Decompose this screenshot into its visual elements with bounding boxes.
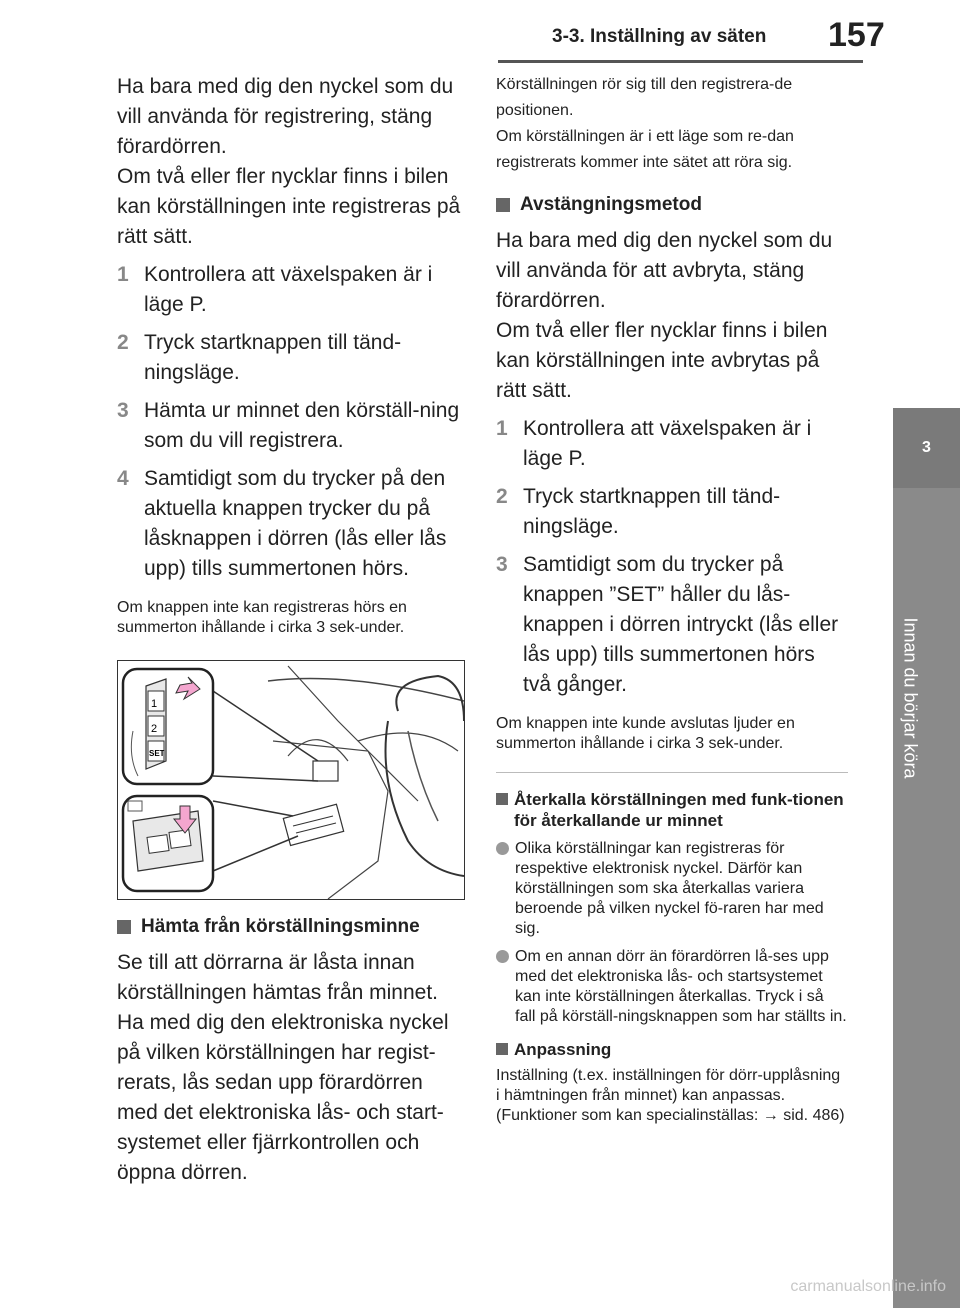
step-text: Tryck startknappen till tänd-ningsläge.	[523, 485, 781, 538]
section-title: 3-3. Inställning av säten	[552, 26, 767, 47]
round-bullet-icon	[496, 842, 509, 855]
step-text: Samtidigt som du trycker på den aktuella knappen trycker du på låsknappen i dörren (lås eller lås upp) tills summertonen hörs.	[144, 467, 447, 580]
memory-button-2-label: 2	[151, 723, 158, 735]
intro-paragraph: Om två eller fler nycklar finns i bilen kan körställningen inte registreras på rätt sätt.	[117, 165, 461, 248]
intro-paragraph: Körställningen rör sig till den registrera-de positionen.	[496, 76, 793, 119]
chapter-tab[interactable]: 3	[893, 408, 960, 488]
step-text: Hämta ur minnet den körställ-ning som du vill registrera.	[144, 399, 460, 452]
step-item	[117, 328, 463, 388]
step-number: 1	[496, 417, 508, 440]
intro-paragraph: Om körställningen är i ett läge som re-dan registrerats kommer inte sätet att röra sig.	[496, 128, 794, 171]
step-number: 1	[117, 263, 129, 286]
step-number: 2	[117, 331, 129, 354]
step-number: 2	[496, 485, 508, 508]
note-text: Om knappen inte kunde avslutas ljuder en summerton ihållande i cirka 3 sek-under.	[496, 715, 795, 752]
set-button-label: SET	[149, 749, 165, 758]
body-paragraph: Ha bara med dig den nyckel som du vill använda för att avbryta, stäng förardörren.	[496, 229, 833, 312]
step-number: 3	[496, 553, 508, 576]
step-item	[496, 414, 848, 474]
note-text: Om knappen inte kan registreras hörs en summerton ihållande i cirka 3 sek-under.	[117, 599, 407, 636]
square-bullet-icon	[496, 793, 508, 805]
memory-button-illustration	[117, 660, 465, 900]
body-paragraph: Om två eller fler nycklar finns i bilen kan körställningen inte avbrytas på rätt sätt.	[496, 319, 828, 402]
watermark: carmanualsonline.info	[790, 1278, 946, 1295]
section-divider	[496, 772, 848, 773]
square-bullet-icon	[117, 920, 131, 934]
round-bullet-icon	[496, 950, 509, 963]
page-number: 157	[828, 16, 885, 54]
chapter-title: Innan du börjar köra	[900, 617, 921, 779]
intro-paragraph: Ha bara med dig den nyckel som du vill använda för registrering, stäng förardörren.	[117, 75, 454, 158]
step-item	[117, 464, 463, 584]
left-column	[117, 72, 463, 1188]
subsection-heading: Anpassning	[496, 1039, 848, 1060]
step-number: 3	[117, 399, 129, 422]
body-paragraph: Se till att dörrarna är låsta innan körställningen hämtas från minnet.	[117, 951, 438, 1004]
step-item	[117, 396, 463, 456]
step-item	[496, 482, 848, 542]
list-item: Om en annan dörr än förardörren lå-ses upp med det elektroniska lås- och startsystemet kan inte körställningen återkallas. Tryck i så fall på körställ-ningsknappen som har ställts in.	[496, 947, 848, 1027]
step-text: Samtidigt som du trycker på knappen ”SET” håller du lås-knappen i dörren intryckt (lås eller lås upp) tills summertonen hörs två gånger.	[523, 553, 839, 696]
list-item: Olika körställningar kan registreras för respektive elektronisk nyckel. Därför kan körställningen som ska återkallas variera beroende på vilken nyckel fö-raren har med sig.	[496, 839, 848, 939]
section-heading: Avstängningsmetod	[496, 194, 848, 216]
header-rule	[498, 60, 863, 63]
step-item	[496, 550, 848, 700]
subsection-heading: Återkalla körställningen med funk-tionen för återkallande ur minnet	[496, 789, 848, 831]
body-paragraph: Inställning (t.ex. inställningen för dörr-upplåsning i hämtningen från minnet) kan anpassas. (Funktioner som kan specialinställas: → sid. 486)	[496, 1067, 845, 1124]
body-paragraph: Ha med dig den elektroniska nyckel på vilken körställningen har regist-rerats, lås sedan upp förardörren med det elektroniska lås- och start-systemet eller fjärrkontrollen och öppna dörren.	[117, 1011, 449, 1184]
square-bullet-icon	[496, 1043, 508, 1055]
square-bullet-icon	[496, 198, 510, 212]
section-heading: Hämta från körställningsminne	[117, 916, 463, 938]
step-item	[117, 260, 463, 320]
step-text: Kontrollera att växelspaken är i läge P.	[144, 263, 433, 316]
right-column	[496, 72, 848, 1126]
step-text: Kontrollera att växelspaken är i läge P.	[523, 417, 812, 470]
memory-button-1-label: 1	[151, 698, 158, 710]
step-number: 4	[117, 467, 129, 490]
step-text: Tryck startknappen till tänd-ningsläge.	[144, 331, 402, 384]
